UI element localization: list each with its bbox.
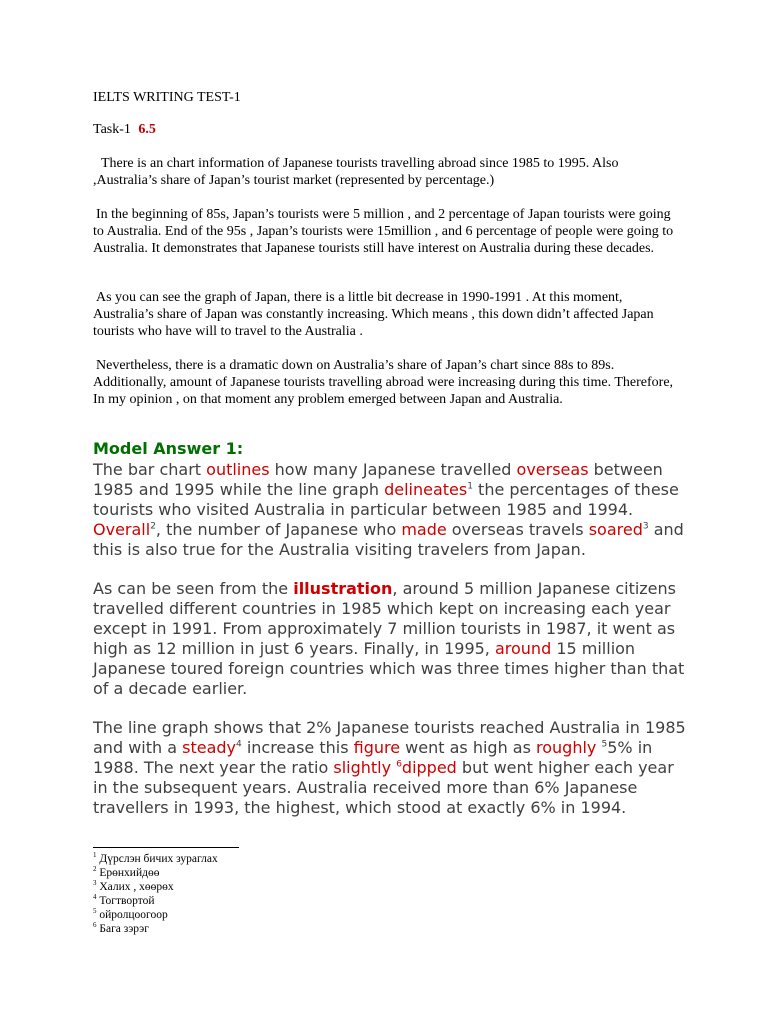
highlight-term: made bbox=[401, 520, 447, 539]
model-answer-title: Model Answer 1: bbox=[93, 439, 244, 458]
footnote-number: 1 bbox=[93, 851, 97, 860]
footnote-item bbox=[93, 880, 218, 894]
highlight-term: figure bbox=[353, 738, 401, 757]
footnote-number: 6 bbox=[93, 921, 97, 930]
text-run: and this is also true for the Australia visiting travelers from Japan. bbox=[93, 520, 684, 559]
footnote-ref: 4 bbox=[236, 739, 242, 750]
text-run: , the number of Japanese who bbox=[155, 520, 402, 539]
highlight-term: dipped bbox=[401, 758, 457, 777]
text-run: The line graph shows that 2% Japanese tourists reached Australia in 1985 and with a bbox=[93, 718, 686, 757]
highlight-term: soared bbox=[588, 520, 643, 539]
footnote-number: 2 bbox=[93, 865, 97, 874]
footnote-ref: 1 bbox=[467, 481, 473, 492]
footnote-text: ойролцоогоор bbox=[99, 909, 168, 921]
footnote-text: Дүрслэн бичих зураглах bbox=[99, 853, 218, 865]
footnote-text: Бага зэрэг bbox=[99, 923, 149, 935]
model-paragraph-2 bbox=[93, 579, 693, 699]
footnote-item bbox=[93, 922, 218, 936]
text-run: 5% in 1988. The next year the ratio bbox=[93, 738, 653, 777]
footnote-ref: 6 bbox=[396, 759, 402, 770]
footnote-item bbox=[93, 908, 218, 922]
text-run: As can be seen from the bbox=[93, 579, 294, 598]
text-run: increase this bbox=[241, 738, 354, 757]
highlight-term: Overall bbox=[93, 520, 151, 539]
score-badge: 6.5 bbox=[138, 122, 156, 137]
highlight-term: illustration bbox=[293, 579, 393, 598]
footnote-text: Халих , хөөрөх bbox=[99, 881, 174, 893]
highlight-term: roughly bbox=[536, 738, 597, 757]
text-run: how many Japanese travelled bbox=[269, 460, 517, 479]
essay-paragraph-2: In the beginning of 85s, Japan’s tourists were 5 million , and 2 percentage of Japan tourists were going to Australia. End of the 95s , Japan’s tourists were 15million , and 6 percentage of people were going to Australia. It demonstrates that Japanese tourists still have interest on Australia during these decades. bbox=[93, 207, 674, 256]
text-run: , around 5 million Japanese citizens travelled different countries in 1985 which kept on increasing each year except in 1991. From approximately 7 million tourists in 1987, it went as high as 12 million in just 6 years. Finally, in 1995, bbox=[93, 579, 676, 658]
highlight-term: overseas bbox=[516, 460, 589, 479]
text-run: went as high as bbox=[400, 738, 537, 757]
text-run: between 1985 and 1995 while the line graph bbox=[93, 460, 663, 499]
task-line bbox=[93, 121, 156, 138]
text-run: The bar chart bbox=[93, 460, 207, 479]
footnote-ref: 2 bbox=[150, 521, 156, 532]
text-run: 15 million Japanese toured foreign countries which was three times higher than that of a decade earlier. bbox=[93, 639, 685, 698]
highlight-term: around bbox=[494, 639, 552, 658]
footnote-item bbox=[93, 852, 218, 866]
text-run: overseas travels bbox=[446, 520, 589, 539]
footnote-ref: 3 bbox=[642, 521, 649, 532]
footnote-item bbox=[93, 894, 218, 908]
text-run: but went higher each year in the subsequent years. Australia received more than 6% Japanese travellers in 1993, the highest, which stood at exactly 6% in 1994. bbox=[93, 758, 674, 817]
highlight-term: delineates bbox=[384, 480, 468, 499]
footnote-number: 3 bbox=[93, 879, 97, 888]
footnote-text: Ерөнхийдөө bbox=[99, 867, 160, 879]
essay-paragraph-3: As you can see the graph of Japan, there is a little bit decrease in 1990-1991 . At this moment, Australia’s share of Japan was constantly increasing. Which means , this down didn’t affected Japan tourists who have will to travel to the Australia . bbox=[93, 290, 654, 339]
task-label: Task-1 bbox=[93, 122, 131, 137]
footnote-separator bbox=[93, 847, 239, 848]
essay-paragraph-1: There is an chart information of Japanese tourists travelling abroad since 1985 to 1995. Also ,Australia’s share of Japan’s tourist market (represented by percentage.) bbox=[93, 156, 619, 188]
model-paragraph-3 bbox=[93, 718, 693, 818]
highlight-term: slightly bbox=[333, 758, 392, 777]
text-run: the percentages of these tourists who visited Australia in particular between 1985 and 1994. bbox=[93, 480, 679, 519]
footnote-item bbox=[93, 866, 218, 880]
footnote-text: Тогтвортой bbox=[99, 895, 155, 907]
essay-paragraph-4: Nevertheless, there is a dramatic down on Australia’s share of Japan’s chart since 88s to 89s. Additionally, amount of Japanese tourists travelling abroad were increasing during this time. Therefore, In my opinion , on that moment any problem emerged between Japan and Australia. bbox=[93, 358, 674, 407]
footnote-number: 5 bbox=[93, 907, 97, 916]
footnote-ref: 5 bbox=[601, 739, 608, 750]
footnote-number: 4 bbox=[93, 893, 97, 902]
footnote-list bbox=[93, 852, 218, 936]
page-title: IELTS WRITING TEST-1 bbox=[93, 90, 241, 105]
highlight-term: outlines bbox=[206, 460, 270, 479]
model-paragraph-1 bbox=[93, 460, 693, 560]
highlight-term: steady bbox=[182, 738, 236, 757]
